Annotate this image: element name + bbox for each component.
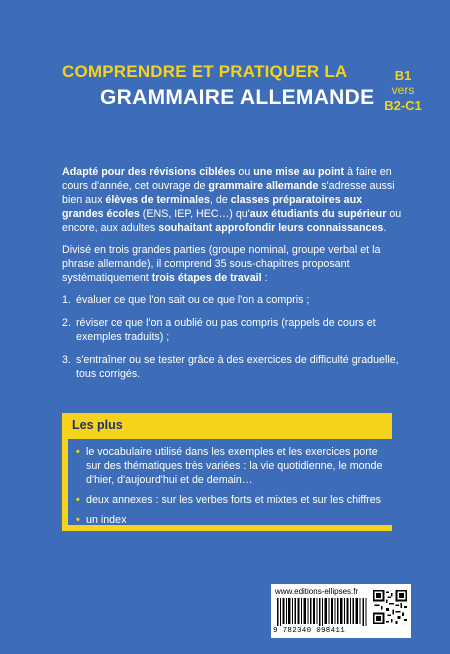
level-to: B2-C1 [384, 98, 422, 113]
publisher-url: www.editions-ellipses.fr [275, 587, 359, 596]
steps-list [62, 293, 402, 381]
level-badge [384, 68, 422, 113]
qr-code-icon [373, 590, 407, 624]
list-item: • le vocabulaire utilisé dans les exemples et les exercices porte sur des thématiques très variées : la vie quotidienne, le monde d'hier, d'aujourd'hui et de demain… [76, 446, 383, 486]
level-from: B1 [394, 68, 412, 83]
list-item: • un index [76, 514, 127, 526]
title-line-2: GRAMMAIRE ALLEMANDE [100, 86, 375, 109]
bullet-icon: • [76, 514, 80, 526]
bullet-icon: • [76, 446, 80, 458]
description [62, 165, 402, 390]
highlights-label: Les plus [62, 413, 133, 437]
title-line-1: COMPRENDRE ET PRATIQUER LA [62, 62, 348, 81]
list-item: • deux annexes : sur les verbes forts et mixtes et sur les chiffres [76, 494, 382, 506]
list-item: 3. s'entraîner ou se tester grâce à des exercices de difficulté graduelle, tous corrigés. [62, 354, 399, 380]
list-item: 2. réviser ce que l'on a oublié ou pas compris (rappels de cours et exemples traduits) ; [62, 317, 376, 343]
highlights-list [76, 445, 386, 527]
highlights-content [68, 439, 392, 525]
bullet-icon: • [76, 494, 80, 506]
highlights-box [62, 413, 392, 531]
intro-paragraph: Adapté pour des révisions ciblées ou une mise au point à faire en cours d'année, cet ouvrage de grammaire allemande s'adresse aussi bien aux élèves de terminales, de classes préparatoires aux grandes écoles (ENS, IEP, HEC…) qu'aux étudiants du supérieur ou encore, aux adultes souhaitant approfondir leurs connaissances. [62, 166, 402, 234]
list-item: 1. évaluer ce que l'on sait ou ce que l'on a compris ; [62, 294, 310, 306]
barcode-panel [271, 584, 411, 638]
structure-paragraph: Divisé en trois grandes parties (groupe nominal, groupe verbal et la phrase allemande), il comprend 35 sous-chapitres proposant systématiquement trois étapes de travail : [62, 244, 381, 284]
level-connector: vers [391, 83, 415, 97]
barcode-icon [277, 598, 369, 626]
isbn-number: 9 782340 098411 [273, 627, 346, 635]
